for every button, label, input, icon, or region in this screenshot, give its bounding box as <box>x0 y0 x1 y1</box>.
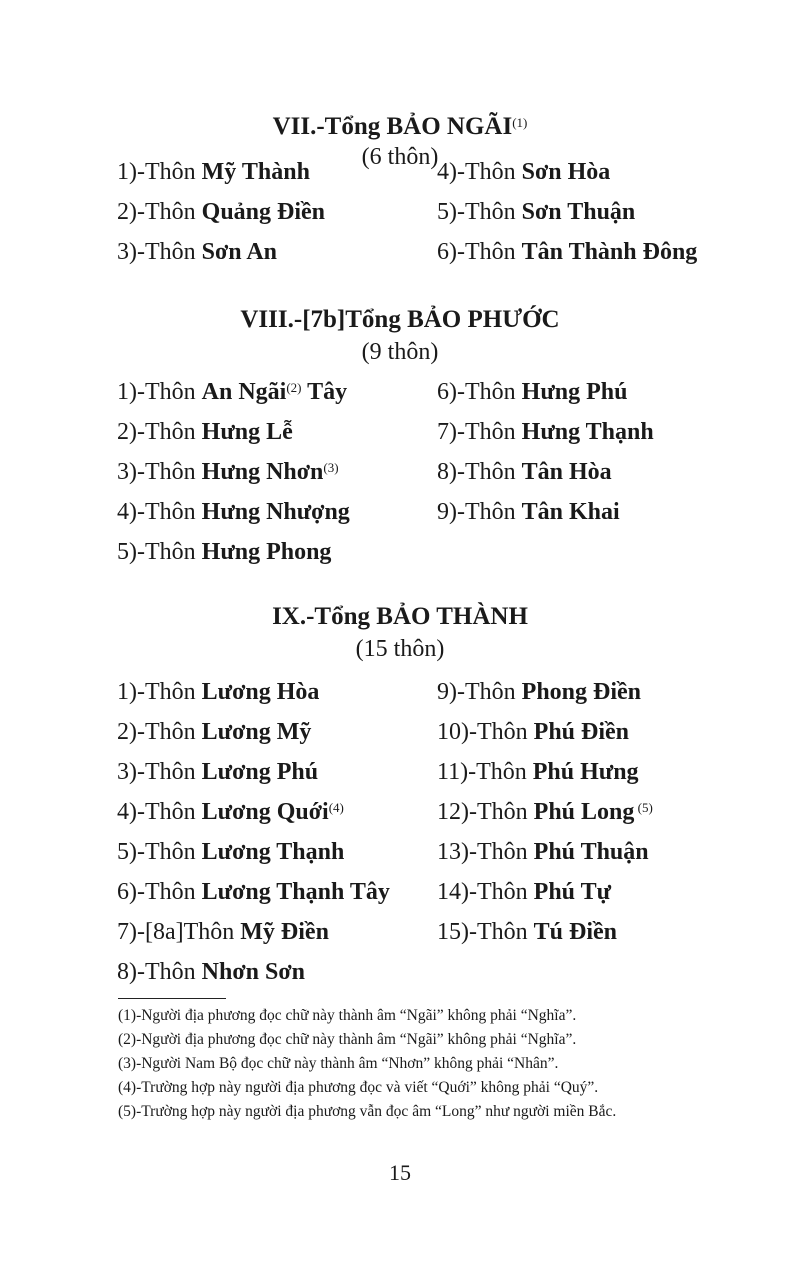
footnote-ref: (3) <box>323 460 339 475</box>
list-item: 8)-Thôn Tân Hòa <box>437 459 612 485</box>
list-item: 3)-Thôn Sơn An <box>117 239 277 265</box>
footnote-divider <box>118 998 226 999</box>
list-item: 5)-Thôn Sơn Thuận <box>437 199 636 225</box>
list-item: 1)-Thôn Lương Hòa <box>117 679 320 705</box>
footnote-ref: (1) <box>512 115 528 130</box>
footnote: (1)-Người địa phương đọc chữ này thành âm “Ngãi” không phải “Nghĩa”. <box>118 1007 577 1024</box>
list-item: 6)-Thôn Hưng Phú <box>437 379 628 405</box>
list-item: 4)-Thôn Lương Quới$^{(4)}$ <box>117 799 344 825</box>
list-item: 8)-Thôn Nhơn Sơn <box>117 959 305 985</box>
section-count-vii: (6 thôn) <box>361 144 439 170</box>
list-item: 6)-Thôn Tân Thành Đông <box>437 239 698 265</box>
list-item: 12)-Thôn Phú Long $^{(5)}$ <box>437 799 653 825</box>
section-count-viii: (9 thôn) <box>361 339 439 365</box>
list-item: 2)-Thôn Lương Mỹ <box>117 719 312 745</box>
footnote-ref: (5) <box>634 800 653 815</box>
list-item: 13)-Thôn Phú Thuận <box>437 839 649 865</box>
list-item: 7)-[8a]Thôn Mỹ Điền <box>117 919 329 945</box>
list-item: 1)-Thôn Mỹ Thành <box>117 159 310 185</box>
list-item: 3)-Thôn Hưng Nhơn$^{(3)}$ <box>117 459 339 485</box>
section-title-ix: IX.-Tổng BẢO THÀNH <box>272 603 528 630</box>
list-item: 15)-Thôn Tú Điền <box>437 919 618 945</box>
list-item: 4)-Thôn Sơn Hòa <box>437 159 611 185</box>
list-item: 14)-Thôn Phú Tự <box>437 879 611 905</box>
list-item: 6)-Thôn Lương Thạnh Tây <box>117 879 390 905</box>
section-title-text: VII.-Tổng BẢO NGÃI <box>272 113 513 140</box>
list-item: 7)-Thôn Hưng Thạnh <box>437 419 654 445</box>
list-item: 2)-Thôn Quảng Điền <box>117 199 326 225</box>
list-item: 1)-Thôn An Ngãi$^{(2)}$ Tây <box>117 379 348 405</box>
list-item: 5)-Thôn Hưng Phong <box>117 539 332 565</box>
footnote-ref: (2) <box>286 380 302 395</box>
list-item: 9)-Thôn Phong Điền <box>437 679 642 705</box>
section-title-viii: VIII.-[7b]Tổng BẢO PHƯỚC <box>240 306 560 333</box>
list-item: 5)-Thôn Lương Thạnh <box>117 839 345 865</box>
footnote-ref: (4) <box>328 800 344 815</box>
footnote: (3)-Người Nam Bộ đọc chữ này thành âm “Nhơn” không phải “Nhân”. <box>118 1055 559 1072</box>
list-item: 10)-Thôn Phú Điền <box>437 719 630 745</box>
list-item: 9)-Thôn Tân Khai <box>437 499 620 525</box>
footnote: (4)-Trường hợp này người địa phương đọc và viết “Quới” không phải “Quý”. <box>118 1079 599 1096</box>
section-title-vii <box>0 112 800 142</box>
list-item: 2)-Thôn Hưng Lễ <box>117 419 293 445</box>
footnote: (2)-Người địa phương đọc chữ này thành âm “Ngãi” không phải “Nghĩa”. <box>118 1031 577 1048</box>
list-item: 4)-Thôn Hưng Nhượng <box>117 499 350 525</box>
list-item: 11)-Thôn Phú Hưng <box>437 759 639 785</box>
footnote: (5)-Trường hợp này người địa phương vẫn đọc âm “Long” như người miền Bắc. <box>118 1103 617 1120</box>
list-item: 3)-Thôn Lương Phú <box>117 759 319 785</box>
page-number: 15 <box>389 1160 411 1185</box>
section-count-ix: (15 thôn) <box>355 636 445 662</box>
